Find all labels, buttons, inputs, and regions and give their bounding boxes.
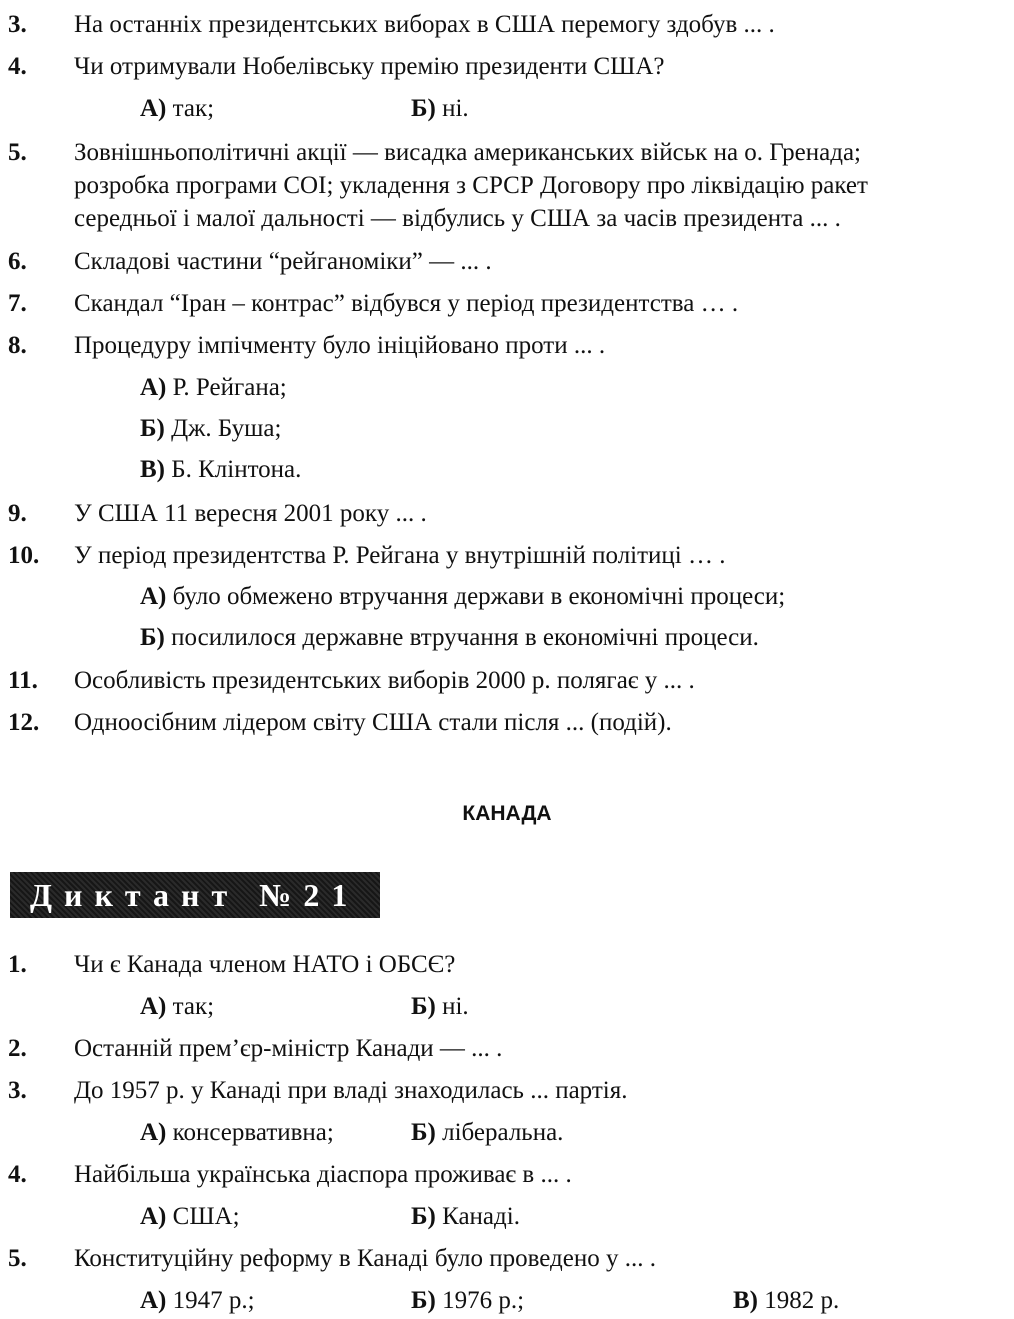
question-text: Останній прем’єр-міністр Канади — ... . — [74, 1035, 503, 1062]
question-text: Одноосібним лідером світу США стали після ... (подій). — [74, 709, 672, 736]
question-number: 1. — [8, 951, 27, 978]
question-number: 11. — [8, 667, 38, 694]
question-text: У період президентства Р. Рейгана у внутрішній політиці … . — [74, 542, 726, 569]
option-b: Б) 1976 р.; — [411, 1287, 525, 1314]
question-number: 3. — [8, 11, 27, 38]
option-a: А) так; — [140, 993, 215, 1020]
question-number: 7. — [8, 290, 27, 317]
option-c: В) 1982 р. — [733, 1287, 840, 1314]
option-a: А) було обмежено втручання держави в економічні процеси; — [140, 583, 786, 610]
question-text: Конституційну реформу в Канаді було проведено у ... . — [74, 1245, 656, 1272]
option-a: А) Р. Рейгана; — [140, 374, 287, 401]
question-text-line: Зовнішньополітичні акції — висадка американських військ на о. Гренада; — [74, 139, 861, 166]
question-text: Процедуру імпічменту було ініційовано проти ... . — [74, 332, 606, 359]
question-text: Скандал “Іран – контрас” відбувся у період президентства … . — [74, 290, 739, 317]
option-c: В) Б. Клінтона. — [140, 456, 302, 483]
question-text: На останніх президентських виборах в США перемогу здобув ... . — [74, 11, 775, 38]
question-number: 4. — [8, 1161, 27, 1188]
question-number: 10. — [8, 542, 40, 569]
question-number: 2. — [8, 1035, 27, 1062]
option-b: Б) ні. — [411, 993, 469, 1020]
question-number: 8. — [8, 332, 27, 359]
question-text-line: середньої і малої дальності — відбулись у США за часів президента ... . — [74, 205, 841, 232]
question-number: 4. — [8, 53, 27, 80]
option-a: А) 1947 р.; — [140, 1287, 255, 1314]
option-a: А) США; — [140, 1203, 240, 1230]
option-b: Б) ліберальна. — [411, 1119, 564, 1146]
question-number: 12. — [8, 709, 40, 736]
option-a: А) так; — [140, 95, 215, 122]
question-number: 3. — [8, 1077, 27, 1104]
option-b: Б) Дж. Буша; — [140, 415, 282, 442]
question-text: Найбільша українська діаспора проживає в ... . — [74, 1161, 572, 1188]
question-number: 9. — [8, 500, 27, 527]
question-number: 5. — [8, 139, 27, 166]
question-text: Чи є Канада членом НАТО і ОБСЄ? — [74, 951, 456, 978]
option-b: Б) Канаді. — [411, 1203, 520, 1230]
section-heading: КАНАДА — [462, 802, 552, 825]
question-text: Складові частини “рейганоміки” — ... . — [74, 248, 492, 275]
question-text: Особливість президентських виборів 2000 р. полягає у ... . — [74, 667, 695, 694]
question-number: 6. — [8, 248, 27, 275]
option-b: Б) ні. — [411, 95, 469, 122]
question-text: Чи отримували Нобелівську премію президенти США? — [74, 53, 665, 80]
option-a: А) консервативна; — [140, 1119, 334, 1146]
question-text: У США 11 вересня 2001 року ... . — [74, 500, 427, 527]
question-text: До 1957 р. у Канаді при владі знаходилась ... партія. — [74, 1077, 628, 1104]
question-text-line: розробка програми СОІ; укладення з СРСР Договору про ліквідацію ракет — [74, 172, 868, 199]
option-b: Б) посилилося державне втручання в економічні процеси. — [140, 624, 759, 651]
question-number: 5. — [8, 1245, 27, 1272]
dictation-title-banner: Диктант №21 — [10, 872, 380, 918]
